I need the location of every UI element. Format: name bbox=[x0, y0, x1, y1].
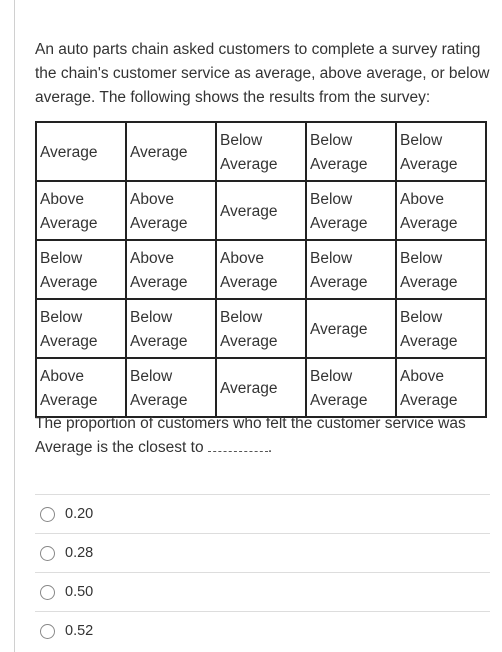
cell-line-2: Average bbox=[310, 273, 368, 291]
table-cell bbox=[36, 240, 126, 299]
table-cell bbox=[36, 299, 126, 358]
answer-blank bbox=[208, 437, 268, 452]
cell-line-1: Below bbox=[310, 190, 353, 208]
cell-line-1: Above bbox=[130, 249, 174, 267]
radio-button-icon[interactable] bbox=[40, 546, 55, 561]
option-0-52[interactable] bbox=[35, 611, 490, 650]
table-row bbox=[36, 122, 486, 181]
cell-line-2: Average bbox=[400, 273, 458, 291]
table-cell bbox=[306, 240, 396, 299]
followup-text: The proportion of customers who felt the customer service was Average is the closest to bbox=[35, 415, 466, 456]
cell-line-2: Average bbox=[400, 155, 458, 173]
cell-line-1: Below bbox=[310, 249, 353, 267]
answer-options bbox=[35, 494, 490, 650]
cell-line-1: Below bbox=[400, 131, 443, 149]
table-cell bbox=[306, 299, 396, 358]
table-cell bbox=[306, 181, 396, 240]
option-0-20[interactable] bbox=[35, 494, 490, 533]
cell-line-2: Average bbox=[40, 391, 98, 409]
cell-line-2: Average bbox=[40, 273, 98, 291]
table-cell bbox=[306, 122, 396, 181]
cell-line-2: Average bbox=[400, 391, 458, 409]
table-cell bbox=[36, 358, 126, 417]
cell-line-2: Average bbox=[310, 391, 368, 409]
radio-button-icon[interactable] bbox=[40, 624, 55, 639]
table-cell bbox=[36, 181, 126, 240]
cell-line-1: Average bbox=[310, 320, 368, 338]
table-cell bbox=[216, 358, 306, 417]
table-cell bbox=[216, 299, 306, 358]
cell-line-1: Below bbox=[400, 308, 443, 326]
cell-line-2: Average bbox=[400, 332, 458, 350]
cell-line-1: Average bbox=[130, 143, 188, 161]
cell-line-2: Average bbox=[400, 214, 458, 232]
question-text: An auto parts chain asked customers to complete a survey rating the chain's customer service as average, above average, or below average. The following shows the results from the survey: bbox=[35, 41, 490, 106]
table-cell bbox=[396, 122, 486, 181]
cell-line-1: Above bbox=[400, 367, 444, 385]
table-cell bbox=[306, 358, 396, 417]
table-cell bbox=[126, 358, 216, 417]
table-row bbox=[36, 240, 486, 299]
cell-line-1: Below bbox=[310, 131, 353, 149]
option-0-28[interactable] bbox=[35, 533, 490, 572]
option-label: 0.52 bbox=[65, 623, 94, 639]
option-label: 0.50 bbox=[65, 584, 94, 600]
cell-line-1: Average bbox=[220, 202, 278, 220]
cell-line-1: Above bbox=[40, 367, 84, 385]
cell-line-2: Average bbox=[40, 214, 98, 232]
cell-line-1: Above bbox=[130, 190, 174, 208]
followup-question bbox=[35, 412, 490, 460]
cell-line-1: Above bbox=[40, 190, 84, 208]
cell-line-1: Below bbox=[130, 308, 173, 326]
cell-line-2: Average bbox=[310, 155, 368, 173]
cell-line-1: Average bbox=[220, 379, 278, 397]
table-cell bbox=[126, 122, 216, 181]
table-cell bbox=[126, 181, 216, 240]
cell-line-2: Average bbox=[40, 332, 98, 350]
cell-line-1: Below bbox=[130, 367, 173, 385]
cell-line-2: Average bbox=[130, 332, 188, 350]
table-cell bbox=[216, 122, 306, 181]
radio-button-icon[interactable] bbox=[40, 585, 55, 600]
cell-line-2: Average bbox=[130, 214, 188, 232]
table-cell bbox=[216, 240, 306, 299]
cell-line-2: Average bbox=[310, 214, 368, 232]
cell-line-2: Average bbox=[220, 273, 278, 291]
table-cell bbox=[126, 240, 216, 299]
table-cell bbox=[396, 299, 486, 358]
table-cell bbox=[396, 181, 486, 240]
table-cell bbox=[36, 122, 126, 181]
cell-line-1: Average bbox=[40, 143, 98, 161]
left-divider bbox=[14, 0, 15, 652]
cell-line-2: Average bbox=[130, 273, 188, 291]
cell-line-1: Below bbox=[400, 249, 443, 267]
option-label: 0.20 bbox=[65, 506, 94, 522]
cell-line-1: Below bbox=[310, 367, 353, 385]
cell-line-1: Below bbox=[40, 249, 83, 267]
cell-line-1: Above bbox=[400, 190, 444, 208]
table-cell bbox=[216, 181, 306, 240]
option-label: 0.28 bbox=[65, 545, 94, 561]
survey-results-table bbox=[35, 121, 487, 418]
table-row bbox=[36, 358, 486, 417]
cell-line-1: Above bbox=[220, 249, 264, 267]
table-cell bbox=[396, 240, 486, 299]
cell-line-2: Average bbox=[220, 155, 278, 173]
blank-suffix: . bbox=[267, 439, 273, 456]
table-row bbox=[36, 181, 486, 240]
cell-line-2: Average bbox=[220, 332, 278, 350]
cell-line-1: Below bbox=[220, 308, 263, 326]
cell-line-1: Below bbox=[220, 131, 263, 149]
table-cell bbox=[396, 358, 486, 417]
table-cell bbox=[126, 299, 216, 358]
option-0-50[interactable] bbox=[35, 572, 490, 611]
cell-line-1: Below bbox=[40, 308, 83, 326]
table-row bbox=[36, 299, 486, 358]
radio-button-icon[interactable] bbox=[40, 507, 55, 522]
cell-line-2: Average bbox=[130, 391, 188, 409]
